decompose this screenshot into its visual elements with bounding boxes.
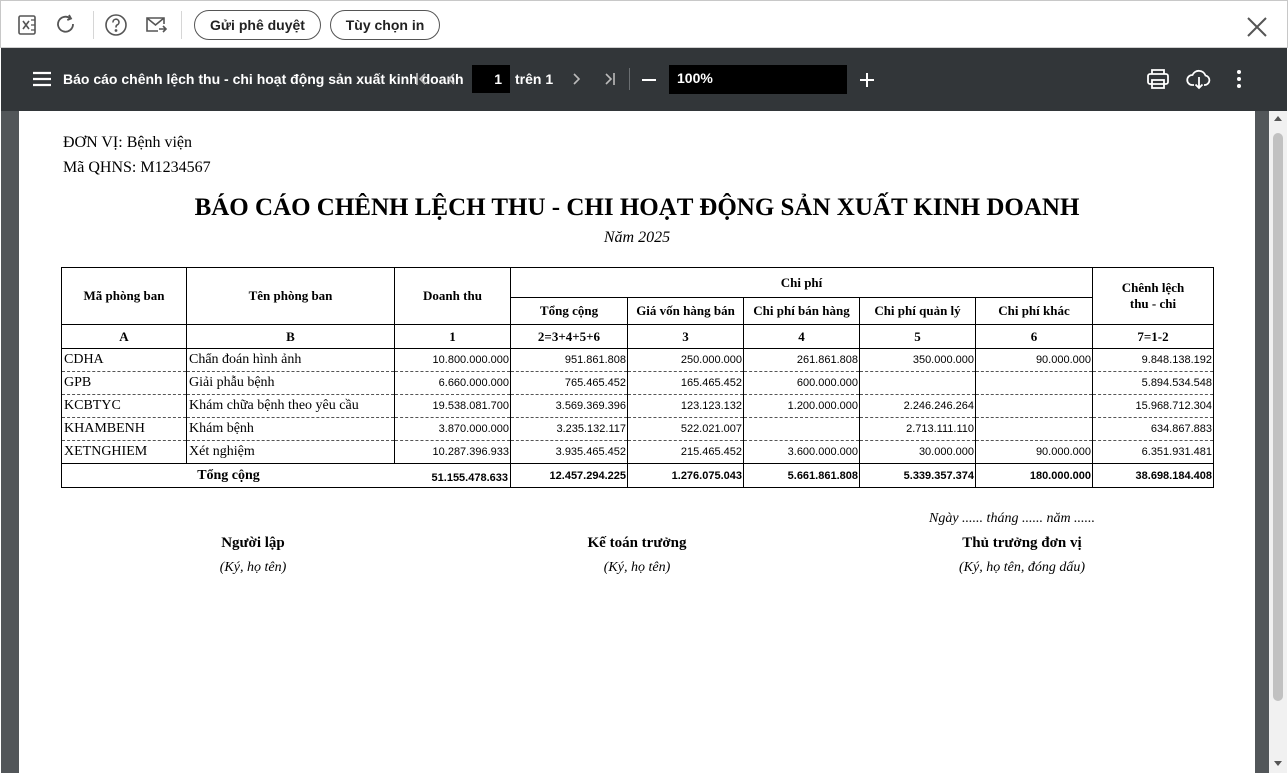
- total-label-text: Tổng cộng: [197, 467, 260, 483]
- selling-cost-cell: 600.000.000: [744, 372, 860, 395]
- revenue-cell: 3.870.000.000: [395, 418, 511, 441]
- selling-cost-cell: 1.200.000.000: [744, 395, 860, 418]
- head-of-unit-title: Thủ trưởng đơn vị: [962, 535, 1082, 551]
- department-name: Giải phẫu bệnh: [187, 372, 395, 395]
- header-difference: [1093, 268, 1214, 325]
- previous-page-icon[interactable]: [446, 72, 458, 86]
- revenue-cell: 19.538.081.700: [395, 395, 511, 418]
- total-admin-cost: 5.339.357.374: [860, 464, 976, 488]
- department-name: Khám chữa bệnh theo yêu cầu: [187, 395, 395, 418]
- page-count: trên 1: [515, 71, 554, 87]
- chief-accountant-title: Kế toán trưởng: [587, 535, 687, 551]
- report-table: [61, 267, 1214, 488]
- cogs-cell: 250.000.000: [628, 349, 744, 372]
- zoom-out-icon[interactable]: [641, 78, 657, 82]
- pdf-page: [19, 111, 1255, 773]
- column-code: 3: [628, 325, 744, 349]
- department-code: KHAMBENH: [62, 418, 187, 441]
- admin-cost-cell: [860, 372, 976, 395]
- difference-cell: 9.848.138.192: [1093, 349, 1214, 372]
- admin-cost-cell: 350.000.000: [860, 349, 976, 372]
- cogs-cell: 522.021.007: [628, 418, 744, 441]
- print-icon[interactable]: [1146, 68, 1170, 90]
- total-difference: 38.698.184.408: [1093, 464, 1214, 488]
- refresh-icon[interactable]: [53, 12, 79, 38]
- pdf-toolbar: [1, 48, 1287, 111]
- column-code-row: [62, 325, 1214, 349]
- total-revenue: 51.155.478.633: [431, 472, 508, 484]
- send-approval-button[interactable]: Gửi phê duyệt: [194, 10, 321, 40]
- zoom-input[interactable]: 100%: [669, 65, 847, 94]
- column-code: 4: [744, 325, 860, 349]
- header-admin-cost: Chi phí quản lý: [860, 298, 976, 325]
- department-code: KCBTYC: [62, 395, 187, 418]
- scroll-down-arrow[interactable]: [1274, 761, 1282, 766]
- header-difference-line2: thu - chi: [1129, 296, 1177, 311]
- unit-name: ĐƠN VỊ: Bệnh viện: [63, 134, 193, 151]
- help-icon[interactable]: [103, 12, 129, 38]
- cogs-cell: 215.465.452: [628, 441, 744, 464]
- header-total-cost: Tổng cộng: [511, 298, 628, 325]
- other-cost-cell: [976, 372, 1093, 395]
- selling-cost-cell: 261.861.808: [744, 349, 860, 372]
- download-icon[interactable]: [1186, 67, 1212, 91]
- header-code: Mã phòng ban: [62, 268, 187, 325]
- excel-icon[interactable]: [14, 12, 40, 38]
- table-row: [62, 441, 1214, 464]
- department-code: XETNGHIEM: [62, 441, 187, 464]
- column-code: A: [62, 325, 187, 349]
- zoom-in-icon[interactable]: [859, 72, 875, 88]
- department-name: Xét nghiệm: [187, 441, 395, 464]
- chief-accountant-note: (Ký, họ tên): [603, 560, 671, 575]
- preparer-title: Người lập: [221, 535, 285, 551]
- scroll-up-arrow[interactable]: [1274, 116, 1282, 121]
- table-row: [62, 395, 1214, 418]
- toolbar-divider: [629, 68, 630, 90]
- more-options-icon[interactable]: [1236, 69, 1242, 89]
- table-row: [62, 349, 1214, 372]
- difference-cell: 15.968.712.304: [1093, 395, 1214, 418]
- total-cost-cell: 3.569.369.396: [511, 395, 628, 418]
- other-cost-cell: 90.000.000: [976, 349, 1093, 372]
- department-name: Chẩn đoán hình ảnh: [187, 349, 395, 372]
- total-cost-cell: 3.235.132.117: [511, 418, 628, 441]
- first-page-icon[interactable]: [415, 72, 429, 86]
- close-icon[interactable]: [1245, 15, 1269, 39]
- date-line: Ngày ...... tháng ...... năm ......: [929, 511, 1096, 526]
- scrollbar-thumb[interactable]: [1273, 133, 1283, 701]
- column-code: 2=3+4+5+6: [511, 325, 628, 349]
- print-options-button[interactable]: Tùy chọn in: [330, 10, 440, 40]
- selling-cost-cell: [744, 418, 860, 441]
- total-cost-cell: 3.935.465.452: [511, 441, 628, 464]
- column-code: B: [187, 325, 395, 349]
- cogs-cell: 165.465.452: [628, 372, 744, 395]
- document-title: Báo cáo chênh lệch thu - chi hoạt động sản xuất kinh doanh: [63, 71, 464, 87]
- header-difference-line1: Chênh lệch: [1121, 280, 1185, 295]
- top-toolbar: [0, 0, 1288, 48]
- qhns-code: Mã QHNS: M1234567: [63, 159, 211, 176]
- other-cost-cell: [976, 418, 1093, 441]
- cogs-cell: 123.123.132: [628, 395, 744, 418]
- toolbar-divider: [93, 11, 94, 39]
- revenue-cell: 6.660.000.000: [395, 372, 511, 395]
- selling-cost-cell: 3.600.000.000: [744, 441, 860, 464]
- head-of-unit-note: (Ký, họ tên, đóng dấu): [959, 560, 1085, 575]
- total-cost-cell: 951.861.808: [511, 349, 628, 372]
- menu-icon[interactable]: [32, 70, 52, 88]
- admin-cost-cell: 2.713.111.110: [860, 418, 976, 441]
- next-page-icon[interactable]: [570, 72, 582, 86]
- column-code: 1: [395, 325, 511, 349]
- header-revenue: Doanh thu: [395, 268, 511, 325]
- send-mail-icon[interactable]: [143, 12, 169, 38]
- difference-cell: 634.867.883: [1093, 418, 1214, 441]
- other-cost-cell: [976, 395, 1093, 418]
- toolbar-divider: [181, 11, 182, 39]
- total-total-cost: 12.457.294.225: [511, 464, 628, 488]
- department-code: CDHA: [62, 349, 187, 372]
- admin-cost-cell: 2.246.246.264: [860, 395, 976, 418]
- department-name: Khám bệnh: [187, 418, 395, 441]
- revenue-cell: 10.287.396.933: [395, 441, 511, 464]
- header-other-cost: Chi phí khác: [976, 298, 1093, 325]
- pdf-viewer-area[interactable]: [1, 111, 1287, 773]
- admin-cost-cell: 30.000.000: [860, 441, 976, 464]
- difference-cell: 5.894.534.548: [1093, 372, 1214, 395]
- header-cost-group: Chi phí: [511, 268, 1093, 298]
- difference-cell: 6.351.931.481: [1093, 441, 1214, 464]
- column-code: 6: [976, 325, 1093, 349]
- header-name: Tên phòng ban: [187, 268, 395, 325]
- total-row: [62, 464, 1214, 488]
- total-cost-cell: 765.465.452: [511, 372, 628, 395]
- report-title: BÁO CÁO CHÊNH LỆCH THU - CHI HOẠT ĐỘNG SẢN XUẤT KINH DOANH: [194, 194, 1080, 221]
- last-page-icon[interactable]: [602, 72, 616, 86]
- department-code: GPB: [62, 372, 187, 395]
- vertical-scrollbar[interactable]: [1269, 111, 1287, 773]
- report-year: Năm 2025: [603, 229, 671, 246]
- page-number-input[interactable]: 1: [472, 65, 510, 93]
- preparer-note: (Ký, họ tên): [219, 560, 287, 575]
- revenue-cell: 10.800.000.000: [395, 349, 511, 372]
- header-selling-cost: Chi phí bán hàng: [744, 298, 860, 325]
- header-cogs: Giá vốn hàng bán: [628, 298, 744, 325]
- total-selling-cost: 5.661.861.808: [744, 464, 860, 488]
- other-cost-cell: 90.000.000: [976, 441, 1093, 464]
- column-code: 7=1-2: [1093, 325, 1214, 349]
- column-code: 5: [860, 325, 976, 349]
- total-cogs: 1.276.075.043: [628, 464, 744, 488]
- total-other-cost: 180.000.000: [976, 464, 1093, 488]
- table-row: [62, 418, 1214, 441]
- table-row: [62, 372, 1214, 395]
